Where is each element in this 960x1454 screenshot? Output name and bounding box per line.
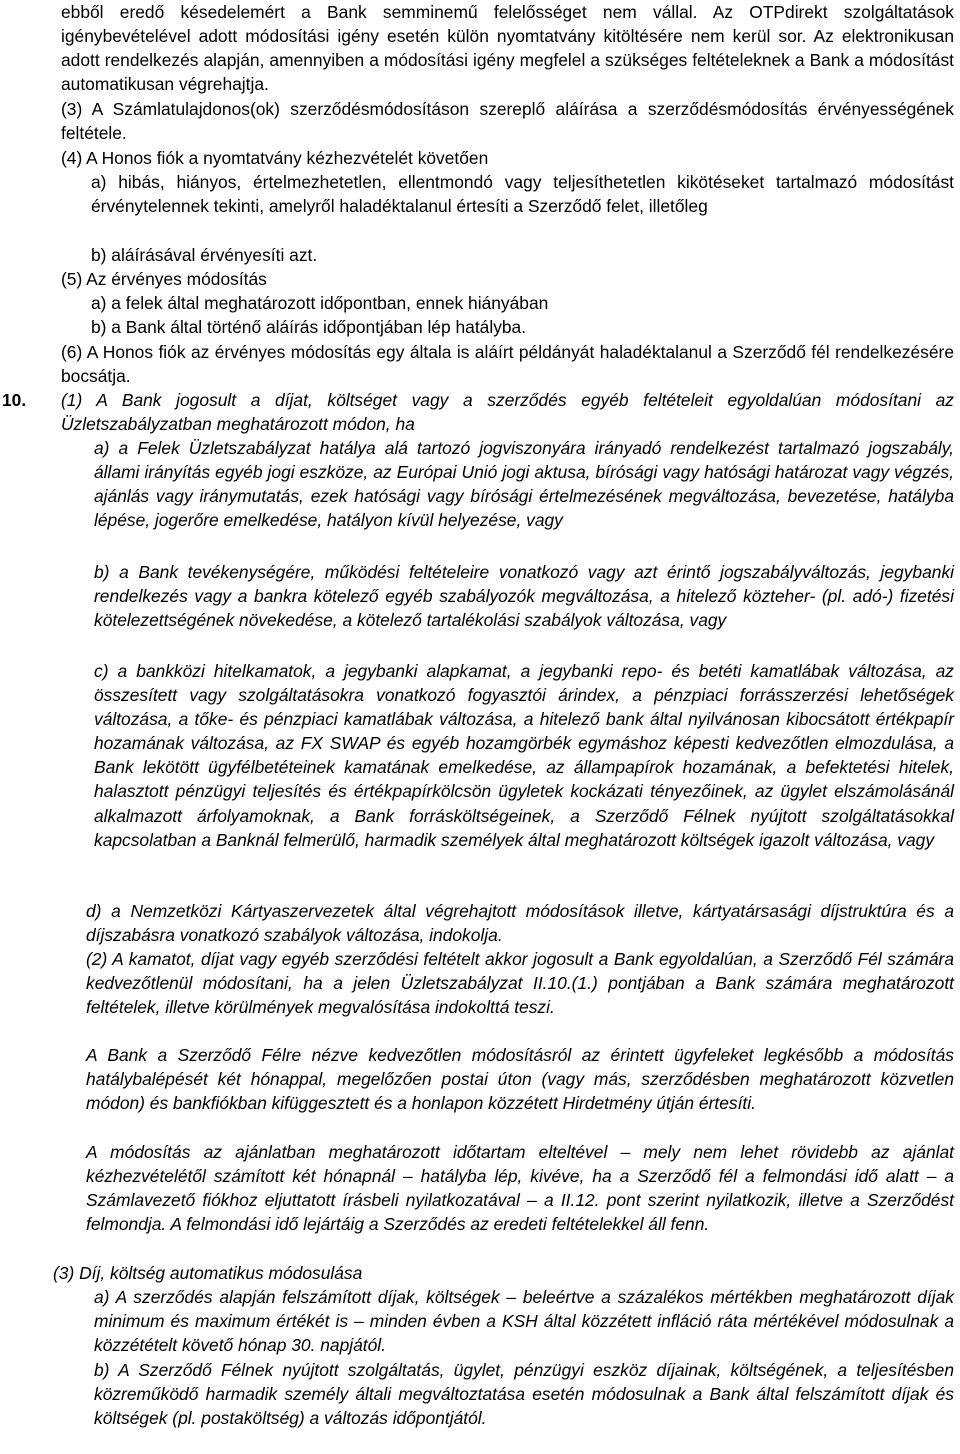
section-10-item-b: b) a Bank tevékenységére, működési feltételeire vonatkozó vagy azt érintő jogszabályváltozás, jegybanki rendelkezés vagy a bankra kötelező egyéb szabályozók megváltozása, a hitelező közteher- (pl. adó-) fizetési kötelezettségének növekedése, a kötelező tartalékolási szabályok változása, vagy bbox=[94, 562, 954, 631]
section-10-paragraph-2: (2) A kamatot, díjat vagy egyéb szerződési feltételt akkor jogosult a Bank egyoldalúan, a Szerződő Fél számára kedvezőtlenül módosítani, ha a jelen Üzletszabályzat II.10.(1.) pontjában a Bank számára meghatározott feltételek, illetve körülmények megvalósítása indokolttá teszi. bbox=[86, 949, 954, 1018]
section-10-effect-paragraph: A módosítás az ajánlatban meghatározott időtartam elteltével – mely nem lehet rövidebb az ajánlat kézhezvételétől számított két hónapnál – hatályba lép, kivéve, ha a Szerződő fél a felmondási idő alatt – a Számlavezető fiókhoz eljuttatott írásbeli nyilatkozatával – a II.12. pont szerint nyilatkozik, illetve a Szerződést felmondja. A felmondási idő lejártáig a Szerződés az eredeti feltételekkel áll fenn. bbox=[86, 1142, 954, 1235]
paragraph-4: (4) A Honos fiók a nyomtatvány kézhezvételét követően bbox=[61, 148, 489, 168]
paragraph-5b: b) a Bank által történő aláírás időpontjában lép hatályba. bbox=[91, 317, 527, 337]
section-10-item-c: c) a bankközi hitelkamatok, a jegybanki alapkamat, a jegybanki repo- és betéti kamatlábak változása, az összesített vagy szolgáltatásokra vonatkozó fogyasztói árindex, a pénzpiaci forrásszerzési lehetőségek változása, a tőke- és pénzpiaci kamatlábak változása, a hitelező bank által nyilvánosan kibocsátott értékpapír hozamának változása, az FX SWAP és egyéb hozamgörbék egymáshoz képesti kedvezőtlen elmozdulása, a Bank lekötött ügyfélbetéteinek kamatának emelkedése, az állampapírok hozamának, a befektetési hitelek, halasztott pénzügyi teljesítés és értékpapírkölcsön ügyletek kockázati tényezőinek, az ügylet elszámolásánál alkalmazott árfolyamoknak, a Bank forrásköltségeinek, a Szerződő Félnek nyújtott szolgáltatásokkal kapcsolatban a Banknál felmerülő, harmadik személyek által meghatározott költségek igazolt változása, vagy bbox=[94, 661, 954, 850]
section-10-item-a: a) a Felek Üzletszabályzat hatálya alá tartozó jogviszonyára irányadó rendelkezést tartalmazó jogszabály, állami irányítás egyéb jogi eszköze, az Európai Unió jogi aktusa, bírósági vagy hatósági határozat vagy végzés, ajánlás vagy iránymutatás, ezek hatósági vagy bírósági értelmezésének megváltozása, bevezetése, hatályba lépése, jogerőre emelkedése, hatályon kívül helyezése, vagy bbox=[94, 438, 954, 531]
section-10-paragraph-1: (1) A Bank jogosult a díjat, költséget vagy a szerződés egyéb feltételeit egyoldalúan módosítani az Üzletszabályzatban meghatározott módon, ha bbox=[61, 390, 954, 435]
paragraph-5a: a) a felek által meghatározott időpontban, ennek hiányában bbox=[91, 293, 549, 313]
paragraph-6: (6) A Honos fiók az érvényes módosítás egy általa is aláírt példányát haladéktalanul a Szerződő fél rendelkezésére bocsátja. bbox=[61, 342, 954, 387]
section-10-item-d: d) a Nemzetközi Kártyaszervezetek által végrehajtott módosítások illetve, kártyatársasági díjstruktúra és a díjszabásra vonatkozó szabályok változása, indokolja. bbox=[86, 901, 954, 946]
section-10-paragraph-3: (3) Díj, költség automatikus módosulása bbox=[53, 1263, 363, 1283]
paragraph-4a: a) hibás, hiányos, értelmezhetetlen, ellentmondó vagy teljesíthetetlen kikötéseket tartalmazó módosítást érvénytelennek tekinti, amelyről haladéktalanul értesíti a Szerződő felet, illetőleg bbox=[91, 172, 954, 217]
paragraph-continuation: ebből eredő késedelemért a Bank semminemű felelősséget nem vállal. Az OTPdirekt szolgáltatások igénybevételével adott módosítási igény esetén külön nyomtatvány kitöltésére nem kerül sor. Az elektronikusan adott rendelkezés alapján, amennyiben a módosítási igény megfelel a szükséges feltételeknek a Bank a módosítást automatikusan végrehajtja. bbox=[61, 2, 954, 95]
paragraph-4b: b) aláírásával érvényesíti azt. bbox=[91, 245, 318, 265]
section-10-notice-paragraph: A Bank a Szerződő Félre nézve kedvezőtlen módosításról az érintett ügyfeleket legkésőbb a módosítás hatálybalépését két hónappal, megelőzően postai úton (vagy más, szerződésben meghatározott közvetlen módon) és bankfiókban kifüggesztett és a honlapon közzétett Hirdetmény útján értesíti. bbox=[86, 1045, 954, 1114]
paragraph-5: (5) Az érvényes módosítás bbox=[61, 269, 267, 289]
section-10-3-item-b: b) A Szerződő Félnek nyújtott szolgáltatás, ügylet, pénzügyi eszköz díjainak, költségének, a teljesítésben közreműködő harmadik személy általi megváltoztatása esetén módosulnak a Bank által felszámított díjak és költségek (pl. postaköltség) a változás időpontjától. bbox=[94, 1360, 954, 1429]
section-number: 10. bbox=[2, 390, 27, 410]
section-10-3-item-a: a) A szerződés alapján felszámított díjak, költségek – beleértve a százalékos mértékben meghatározott díjak minimum és maximum értékét is – minden évben a KSH által közzétett infláció ráta mértékével módosulnak a közzétételt követő hónap 30. napjától. bbox=[94, 1287, 954, 1356]
paragraph-3: (3) A Számlatulajdonos(ok) szerződésmódosításon szereplő aláírása a szerződésmódosítás érvényességének feltétele. bbox=[61, 99, 954, 144]
